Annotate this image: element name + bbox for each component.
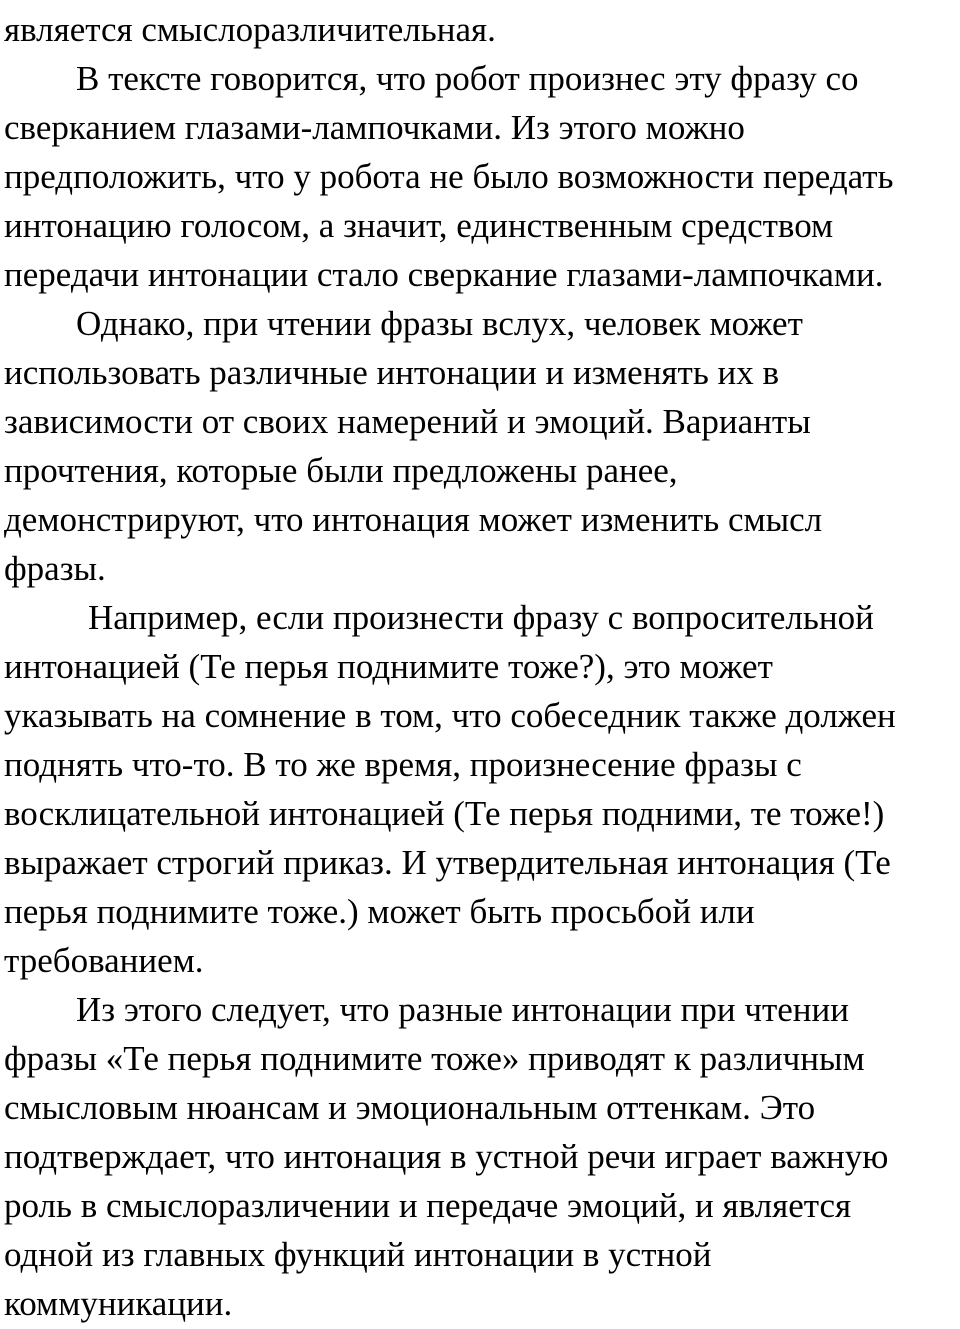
text-line: восклицательной интонацией (Те перья подними, те тоже!) <box>4 794 885 833</box>
text-line: перья поднимите тоже.) может быть просьбой или <box>4 892 755 931</box>
text-line: демонстрируют, что интонация может изменить смысл <box>4 500 823 539</box>
text-line: является смыслоразличительная. <box>4 10 496 49</box>
paragraph-start-line: Однако, при чтении фразы вслух, человек может <box>76 304 803 343</box>
paragraph-start-line: Например, если произнести фразу с вопросительной <box>88 598 874 637</box>
text-line: интонацией (Те перья поднимите тоже?), это может <box>4 647 773 686</box>
text-line: подтверждает, что интонация в устной речи играет важную <box>4 1137 889 1176</box>
text-line: выражает строгий приказ. И утвердительная интонация (Те <box>4 843 891 882</box>
text-line: передачи интонации стало сверкание глазами-лампочками. <box>4 255 884 294</box>
text-line: предположить, что у робота не было возможности передать <box>4 157 894 196</box>
text-line: фразы. <box>4 549 106 588</box>
text-line: фразы «Те перья поднимите тоже» приводят к различным <box>4 1039 865 1078</box>
paragraph-start-line: Из этого следует, что разные интонации при чтении <box>76 990 849 1029</box>
text-line: одной из главных функций интонации в устной <box>4 1235 712 1274</box>
text-line: роль в смыслоразличении и передаче эмоций, и является <box>4 1186 852 1225</box>
text-line: смысловым нюансам и эмоциональным оттенкам. Это <box>4 1088 816 1127</box>
text-line: коммуникации. <box>4 1284 233 1323</box>
text-line: использовать различные интонации и изменять их в <box>4 353 780 392</box>
text-line: указывать на сомнение в том, что собеседник также должен <box>4 696 896 735</box>
text-line: прочтения, которые были предложены ранее, <box>4 451 678 490</box>
text-line: сверканием глазами-лампочками. Из этого можно <box>4 108 745 147</box>
paragraph-start-line: В тексте говорится, что робот произнес эту фразу со <box>76 59 859 98</box>
text-line: требованием. <box>4 941 204 980</box>
text-line: зависимости от своих намерений и эмоций. Варианты <box>4 402 811 441</box>
text-line: поднять что-то. В то же время, произнесение фразы с <box>4 745 802 784</box>
text-line: интонацию голосом, а значит, единственным средством <box>4 206 834 245</box>
